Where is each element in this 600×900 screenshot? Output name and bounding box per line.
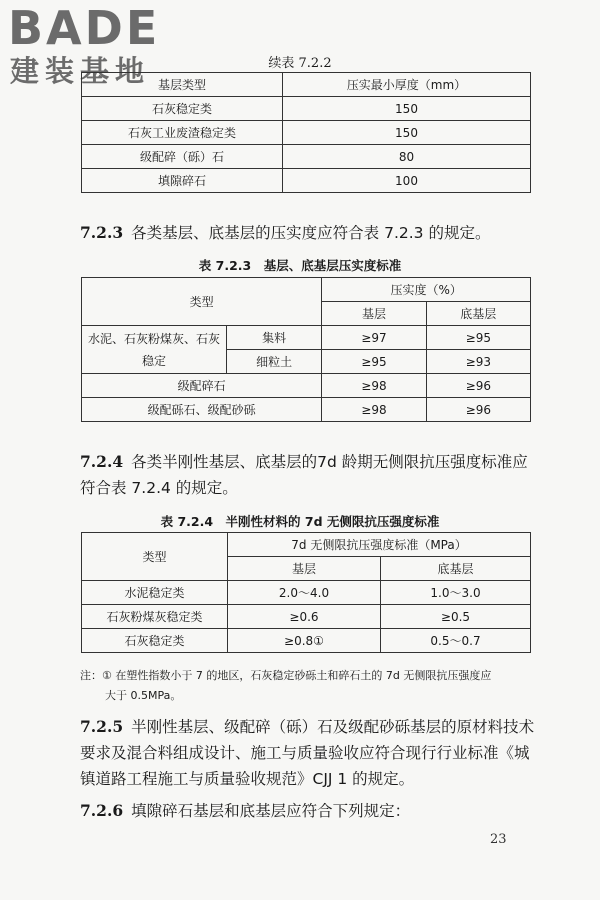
table2-caption: 表 7.2.3 基层、底基层压实度标准 <box>198 258 402 273</box>
table-row <box>82 581 531 605</box>
row-label: 石灰粉煤灰稳定类 <box>82 605 228 629</box>
logo-wordmark: BADE <box>8 1 161 55</box>
sub-label: 细粒土 <box>226 350 321 374</box>
col-header-subbase: 底基层 <box>426 302 530 326</box>
table-cell: 150 <box>283 97 531 121</box>
table-cell: 2.0～4.0 <box>228 581 381 605</box>
table-cell: ≥0.5 <box>381 605 531 629</box>
note-line: 大于 0.5MPa。 <box>105 689 182 702</box>
clause-number: 7.2.4 <box>80 452 124 471</box>
row-label: 级配砾石、级配砂砾 <box>82 398 322 422</box>
row-label: 石灰稳定类 <box>82 629 228 653</box>
table-row <box>82 121 531 145</box>
table-cell: 填隙碎石 <box>82 169 283 193</box>
table-cell: ≥97 <box>322 326 426 350</box>
type-header: 类型 <box>82 533 228 581</box>
table-cell: ≥0.8① <box>228 629 381 653</box>
table-row <box>82 97 531 121</box>
table-cell: ≥96 <box>426 374 530 398</box>
table-7-2-3 <box>81 277 531 422</box>
col-header-base: 基层 <box>322 302 426 326</box>
table-cell: ≥93 <box>426 350 530 374</box>
header-cell: 基层类型 <box>82 73 283 97</box>
table-cell: 150 <box>283 121 531 145</box>
table-row <box>82 169 531 193</box>
table-cell: 100 <box>283 169 531 193</box>
table-header-row <box>82 73 531 97</box>
group-header: 7d 无侧限抗压强度标准（MPa） <box>228 533 531 557</box>
clause-text: 各类半刚性基层、底基层的7d 龄期无侧限抗压强度标准应符合表 7.2.4 的规定。 <box>80 453 528 497</box>
table-row <box>82 374 531 398</box>
table-cell: 石灰稳定类 <box>82 97 283 121</box>
table-cell: 1.0～3.0 <box>381 581 531 605</box>
clause-text: 填隙碎石基层和底基层应符合下列规定： <box>131 802 411 820</box>
table-cell: ≥96 <box>426 398 530 422</box>
clause-number: 7.2.6 <box>80 801 124 820</box>
clause-7-2-5 <box>80 714 542 792</box>
clause-text: 半刚性基层、级配碎（砾）石及级配砂砾基层的原材料技术要求及混合料组成设计、施工与质量验收应符合现行行业标准《城镇道路工程施工与质量验收规范》CJJ 1 的规定。 <box>80 718 535 788</box>
table-7-2-2-continued <box>81 72 531 193</box>
col-header-subbase: 底基层 <box>381 557 531 581</box>
header-cell: 压实最小厚度（mm） <box>283 73 531 97</box>
type-header: 类型 <box>82 278 322 326</box>
clause-7-2-4 <box>80 449 542 501</box>
row-label: 水泥稳定类 <box>82 581 228 605</box>
table-cell: 80 <box>283 145 531 169</box>
table1-caption: 续表 7.2.2 <box>268 56 332 71</box>
col-header-base: 基层 <box>228 557 381 581</box>
table-cell: ≥98 <box>322 374 426 398</box>
clause-number: 7.2.3 <box>80 223 124 242</box>
table-row <box>82 145 531 169</box>
page-number: 23 <box>490 832 507 847</box>
table-cell: 级配碎（砾）石 <box>82 145 283 169</box>
clause-number: 7.2.5 <box>80 717 124 736</box>
row-label: 级配碎石 <box>82 374 322 398</box>
table-7-2-4 <box>81 532 531 653</box>
clause-7-2-3 <box>80 220 542 246</box>
group-label: 水泥、石灰粉煤灰、石灰稳定 <box>82 326 227 374</box>
logo-subtitle: 建装基地 <box>10 54 151 88</box>
note-line: 注：① 在塑性指数小于 7 的地区，石灰稳定砂砾土和碎石土的 7d 无侧限抗压强度应 <box>80 669 492 682</box>
table-cell: 石灰工业废渣稳定类 <box>82 121 283 145</box>
table-cell: ≥0.6 <box>228 605 381 629</box>
table3-caption: 表 7.2.4 半刚性材料的 7d 无侧限抗压强度标准 <box>160 514 440 529</box>
table-cell: ≥95 <box>426 326 530 350</box>
table-note <box>80 666 550 706</box>
table-cell: ≥95 <box>322 350 426 374</box>
group-header: 压实度（%） <box>322 278 531 302</box>
sub-label: 集料 <box>226 326 321 350</box>
table-cell: ≥98 <box>322 398 426 422</box>
table-row <box>82 629 531 653</box>
table-cell: 0.5～0.7 <box>381 629 531 653</box>
clause-7-2-6 <box>80 798 542 824</box>
table-row <box>82 605 531 629</box>
table-row <box>82 326 531 350</box>
table-row <box>82 398 531 422</box>
clause-text: 各类基层、底基层的压实度应符合表 7.2.3 的规定。 <box>131 224 491 242</box>
